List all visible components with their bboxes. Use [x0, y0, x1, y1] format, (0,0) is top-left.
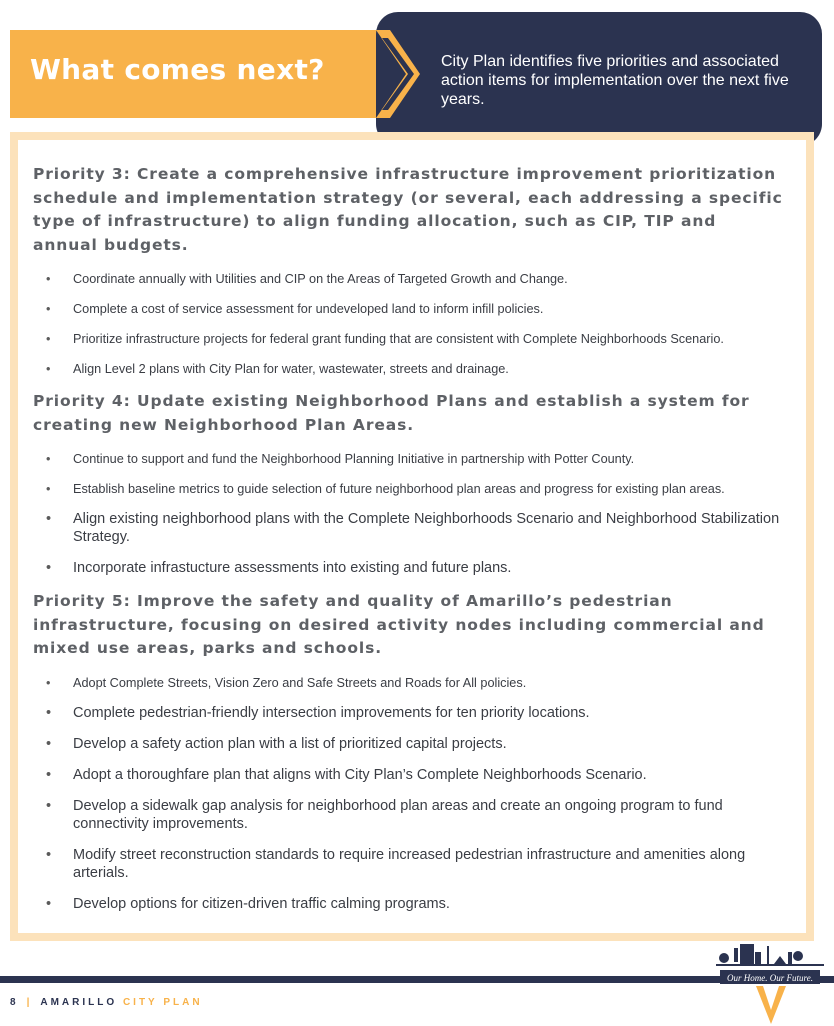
priority-5-list-continued [33, 704, 783, 913]
footer-bar [0, 976, 834, 983]
list-item: • Complete a cost of service assessment for undeveloped land to inform infill policies. [33, 301, 783, 317]
page-number: 8 [10, 997, 19, 1008]
list-item: • Complete pedestrian-friendly intersection improvements for ten priority locations. [33, 704, 783, 722]
list-item: • Prioritize infrastructure projects for federal grant funding that are consistent with Complete Neighborhoods Scenario. [33, 331, 783, 347]
list-item: • Align Level 2 plans with City Plan for water, wastewater, streets and drainage. [33, 361, 783, 377]
logo-tagline: Our Home. Our Future. [727, 973, 813, 983]
priority-3-heading: Priority 3: Create a comprehensive infrastructure improvement prioritization schedule and implementation strategy (or several, each addressing a specific type of infrastructure) to align funding allocation, such as CIP, TIP and annual budgets. [33, 165, 783, 254]
intro-text: City Plan identifies five priorities and associated action items for implementation over the next five years. [441, 53, 789, 108]
chevron-arrow-icon [376, 30, 426, 120]
page-title: What comes next? [30, 53, 325, 86]
list-item: • Adopt a thoroughfare plan that aligns with City Plan’s Complete Neighborhoods Scenario. [33, 766, 783, 784]
list-item: • Modify street reconstruction standards to require increased pedestrian infrastructure and amenities along arterials. [33, 846, 783, 882]
list-item: • Adopt Complete Streets, Vision Zero and Safe Streets and Roads for All policies. [33, 675, 783, 691]
footer-brand: AMARILLO [40, 997, 118, 1008]
footer [10, 997, 203, 1008]
footer-separator: | [26, 997, 33, 1008]
list-item: • Develop options for citizen-driven traffic calming programs. [33, 895, 783, 913]
list-item: • Continue to support and fund the Neighborhood Planning Initiative in partnership with Potter County. [33, 451, 783, 467]
priority-5-heading: Priority 5: Improve the safety and quality of Amarillo’s pedestrian infrastructure, focusing on desired activity nodes including commercial and mixed use areas, parks and schools. [33, 592, 765, 657]
list-item: • Align existing neighborhood plans with the Complete Neighborhoods Scenario and Neighborhood Stabilization Strategy. [33, 510, 783, 546]
priority-4-list-continued [33, 510, 783, 577]
city-logo-icon [712, 940, 828, 1026]
priority-3-list [33, 271, 783, 377]
list-item: • Incorporate infrastucture assessments into existing and future plans. [33, 559, 783, 577]
priorities-content [33, 163, 783, 913]
priority-4-list [33, 451, 783, 497]
list-item: • Develop a sidewalk gap analysis for neighborhood plan areas and create an ongoing program to fund connectivity improvements. [33, 797, 783, 833]
priority-4-heading: Priority 4: Update existing Neighborhood Plans and establish a system for creating new Neighborhood Plan Areas. [33, 392, 750, 434]
list-item: • Establish baseline metrics to guide selection of future neighborhood plan areas and progress for existing plan areas. [33, 481, 783, 497]
priority-5-list [33, 675, 783, 691]
footer-brand-accent: CITY PLAN [122, 997, 203, 1008]
list-item: • Coordinate annually with Utilities and CIP on the Areas of Targeted Growth and Change. [33, 271, 783, 287]
list-item: • Develop a safety action plan with a list of prioritized capital projects. [33, 735, 783, 753]
